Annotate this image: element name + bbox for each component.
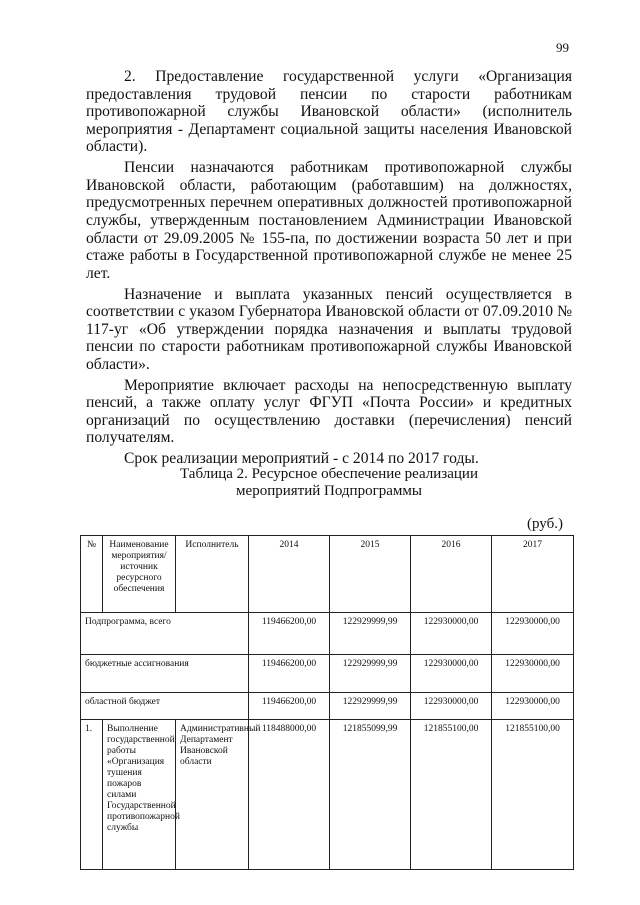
header-num: № bbox=[81, 536, 103, 613]
table-row bbox=[81, 693, 574, 720]
item-executor: Административный Департамент Ивановской области bbox=[176, 720, 249, 870]
row-label: Подпрограмма, всего bbox=[81, 613, 249, 655]
resource-table bbox=[80, 535, 574, 870]
body-text bbox=[86, 68, 572, 471]
table-header-row bbox=[81, 536, 574, 613]
paragraph: Пенсии назначаются работникам противопожарной службы Ивановской области, работающим (работавшим) на должностях, предусмотренных перечнем оперативных должностей противопожарной службы, утвержденным постановлением Администрации Ивановской области от 29.09.2005 № 155-па, по достижении возраста 50 лет и при стаже работы в Государственной противопожарной службе не менее 25 лет. bbox=[86, 159, 572, 282]
cell-value: 119466200,00 bbox=[249, 693, 330, 720]
table-row bbox=[81, 720, 574, 870]
table-caption-line: Таблица 2. Ресурсное обеспечение реализации bbox=[180, 466, 478, 482]
cell-value: 121855100,00 bbox=[492, 720, 574, 870]
cell-value: 121855100,00 bbox=[411, 720, 492, 870]
header-2014: 2014 bbox=[249, 536, 330, 613]
cell-value: 122929999,99 bbox=[330, 693, 411, 720]
cell-value: 122930000,00 bbox=[492, 655, 574, 693]
item-num: 1. bbox=[81, 720, 103, 870]
paragraph: Срок реализации мероприятий - с 2014 по 2017 годы. bbox=[124, 450, 479, 468]
cell-value: 122929999,99 bbox=[330, 613, 411, 655]
header-2016: 2016 bbox=[411, 536, 492, 613]
cell-value: 119466200,00 bbox=[249, 655, 330, 693]
cell-value: 122930000,00 bbox=[492, 613, 574, 655]
table-row bbox=[81, 655, 574, 693]
row-label: бюджетные ассигнования bbox=[81, 655, 249, 693]
cell-value: 119466200,00 bbox=[249, 613, 330, 655]
page-number: 99 bbox=[556, 40, 569, 55]
header-name: Наименование мероприятия/ источник ресурсного обеспечения bbox=[103, 536, 176, 613]
cell-value: 122930000,00 bbox=[411, 655, 492, 693]
cell-value: 122930000,00 bbox=[411, 613, 492, 655]
table-caption-line: мероприятий Подпрограммы bbox=[236, 483, 422, 499]
cell-value: 121855099,99 bbox=[330, 720, 411, 870]
cell-value: 122930000,00 bbox=[492, 693, 574, 720]
cell-value: 122929999,99 bbox=[330, 655, 411, 693]
table-row bbox=[81, 613, 574, 655]
cell-value: 118488000,00 bbox=[249, 720, 330, 870]
paragraph: 2. Предоставление государственной услуги «Организация предоставления трудовой пенсии по старости работникам противопожарной службы Ивановской области» (исполнитель мероприятия - Департамент социальной защиты населения Ивановской области). bbox=[86, 68, 572, 156]
item-name: Выполнение государственной работы «Организация тушения пожаров силами Государственной противопожарной службы bbox=[103, 720, 176, 870]
header-2017: 2017 bbox=[492, 536, 574, 613]
paragraph: Назначение и выплата указанных пенсий осуществляется в соответствии с указом Губернатора Ивановской области от 07.09.2010 № 117-уг «Об утверждении порядка назначения и выплаты трудовой пенсии по старости работникам противопожарной службы Ивановской области». bbox=[86, 285, 572, 373]
table-caption bbox=[86, 466, 572, 500]
currency-unit: (руб.) bbox=[527, 516, 563, 532]
header-2015: 2015 bbox=[330, 536, 411, 613]
header-executor: Исполнитель bbox=[176, 536, 249, 613]
row-label: областной бюджет bbox=[81, 693, 249, 720]
cell-value: 122930000,00 bbox=[411, 693, 492, 720]
paragraph: Мероприятие включает расходы на непосредственную выплату пенсий, а также оплату услуг ФГУП «Почта России» и кредитных организаций по осуществлению доставки (перечисления) пенсий получателям. bbox=[86, 376, 572, 447]
